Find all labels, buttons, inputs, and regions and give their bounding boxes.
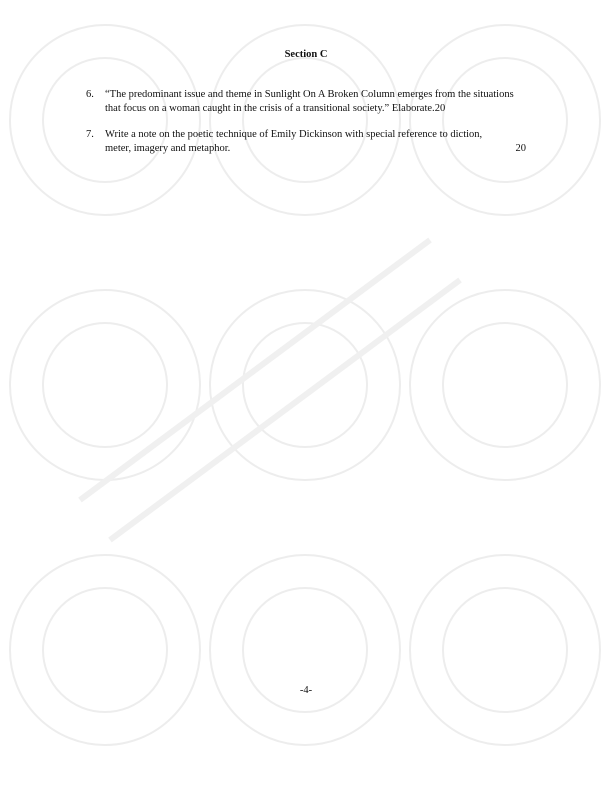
question-number: 7. bbox=[86, 129, 94, 140]
section-title: Section C bbox=[284, 49, 328, 60]
question-text bbox=[105, 128, 526, 155]
question-text bbox=[105, 88, 526, 115]
question-7 bbox=[86, 128, 526, 155]
question-6 bbox=[86, 88, 526, 115]
question-number: 6. bbox=[86, 89, 94, 100]
question-marks: 20 bbox=[434, 102, 446, 114]
question-body: “The predominant issue and theme in Sunlight On A Broken Column emerges from the situations that focus on a woman caught in the crisis of a transitional society.” Elaborate. bbox=[105, 89, 514, 114]
question-body: Write a note on the poetic technique of Emily Dickinson with special reference to diction, meter, imagery and metaphor. bbox=[105, 129, 483, 154]
page-number: -4- bbox=[299, 685, 313, 696]
question-marks: 20 bbox=[515, 142, 526, 154]
